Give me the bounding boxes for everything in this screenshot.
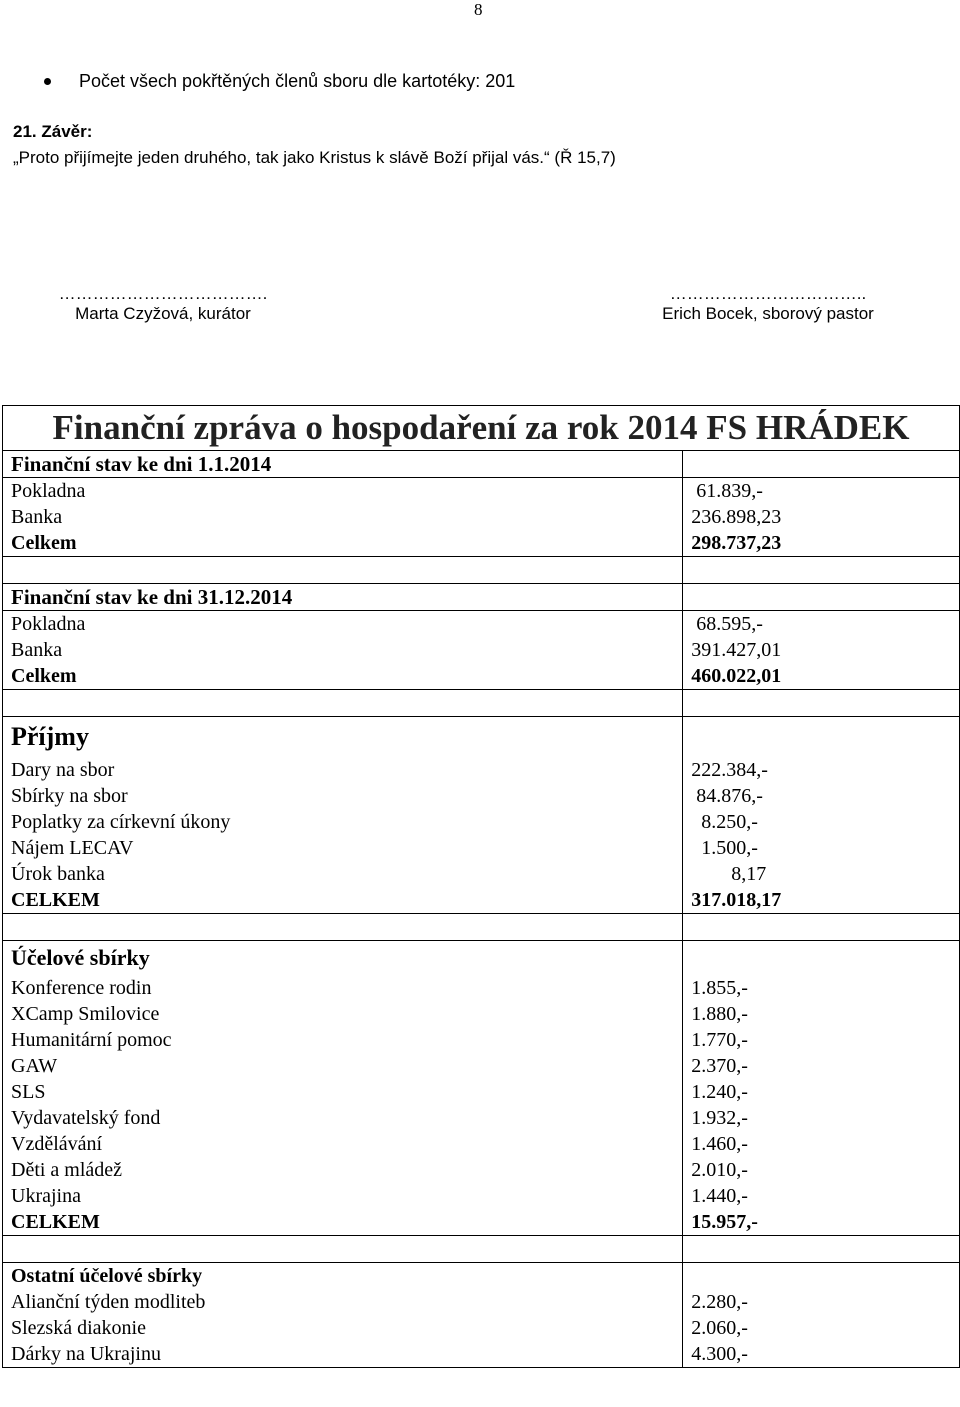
- table-row: [3, 1001, 960, 1027]
- spacer-row: [3, 914, 960, 941]
- bullet-item: [44, 71, 515, 92]
- row-value: 1.855,-: [683, 975, 960, 1001]
- row-value: 15.957,-: [683, 1209, 960, 1236]
- row-label: CELKEM: [3, 887, 683, 914]
- row-value: 8,17: [683, 861, 960, 887]
- row-value: 61.839,-: [683, 478, 960, 505]
- other-heading-row: [3, 1263, 960, 1290]
- conclusion-quote: „Proto přijímejte jeden druhého, tak jako Kristus k slávě Boží přijal vás.“ (Ř 15,7): [13, 148, 616, 167]
- table-row: [3, 1341, 960, 1368]
- row-value: 1.770,-: [683, 1027, 960, 1053]
- signature-line-right: ……………………………..: [669, 284, 867, 303]
- row-label: Alianční týden modliteb: [3, 1289, 683, 1315]
- table-row: [3, 1053, 960, 1079]
- table-row: [3, 637, 960, 663]
- table-row: [3, 1183, 960, 1209]
- row-label: Pokladna: [3, 611, 683, 638]
- row-value: 84.876,-: [683, 783, 960, 809]
- table-row: [3, 887, 960, 914]
- table-row: [3, 1079, 960, 1105]
- signature-left: [13, 284, 313, 324]
- signature-line-left: ……………………………….: [58, 284, 268, 303]
- row-value: 2.010,-: [683, 1157, 960, 1183]
- table-row: [3, 809, 960, 835]
- table-row: [3, 663, 960, 690]
- row-label: Ukrajina: [3, 1183, 683, 1209]
- row-label: CELKEM: [3, 1209, 683, 1236]
- table-row: [3, 783, 960, 809]
- table-row: [3, 1105, 960, 1131]
- table-row: [3, 1157, 960, 1183]
- end-heading: Finanční stav ke dni 31.12.2014: [3, 584, 683, 611]
- spacer-row: [3, 690, 960, 717]
- table-row: [3, 975, 960, 1001]
- row-value: 68.595,-: [683, 611, 960, 638]
- row-label: Konference rodin: [3, 975, 683, 1001]
- signature-name-left: Marta Czyžová, kurátor: [75, 304, 251, 323]
- row-value: 460.022,01: [683, 663, 960, 690]
- table-row: [3, 835, 960, 861]
- start-heading-row: [3, 451, 960, 478]
- start-heading: Finanční stav ke dni 1.1.2014: [3, 451, 683, 478]
- table-row: [3, 1027, 960, 1053]
- row-label: SLS: [3, 1079, 683, 1105]
- purpose-heading: Účelové sbírky: [3, 941, 683, 976]
- row-value: 236.898,23: [683, 504, 960, 530]
- row-value: 8.250,-: [683, 809, 960, 835]
- purpose-heading-row: [3, 941, 960, 976]
- row-label: Slezská diakonie: [3, 1315, 683, 1341]
- row-value: 298.737,23: [683, 530, 960, 557]
- row-value: 1.880,-: [683, 1001, 960, 1027]
- table-row: [3, 611, 960, 638]
- table-row: [3, 1209, 960, 1236]
- row-label: Vzdělávání: [3, 1131, 683, 1157]
- row-label: Úrok banka: [3, 861, 683, 887]
- report-title: Finanční zpráva o hospodaření za rok 2014 FS HRÁDEK: [3, 406, 960, 451]
- bullet-text: Počet všech pokřtěných členů sboru dle kartotéky: 201: [79, 71, 516, 91]
- table-row: [3, 861, 960, 887]
- table-row: [3, 530, 960, 557]
- row-value: 2.060,-: [683, 1315, 960, 1341]
- other-heading: Ostatní účelové sbírky: [3, 1263, 683, 1290]
- page-number: 8: [474, 0, 483, 19]
- row-value: 1.500,-: [683, 835, 960, 861]
- row-value: 317.018,17: [683, 887, 960, 914]
- row-label: Děti a mládež: [3, 1157, 683, 1183]
- row-label: Celkem: [3, 663, 683, 690]
- row-value: 222.384,-: [683, 757, 960, 783]
- table-row: [3, 1315, 960, 1341]
- row-label: XCamp Smilovice: [3, 1001, 683, 1027]
- table-row: [3, 1131, 960, 1157]
- row-value: 1.460,-: [683, 1131, 960, 1157]
- row-value: 2.280,-: [683, 1289, 960, 1315]
- row-value: 4.300,-: [683, 1341, 960, 1368]
- row-label: Sbírky na sbor: [3, 783, 683, 809]
- income-heading-row: [3, 717, 960, 758]
- row-label: Dary na sbor: [3, 757, 683, 783]
- row-value: 391.427,01: [683, 637, 960, 663]
- row-label: Celkem: [3, 530, 683, 557]
- table-row: [3, 757, 960, 783]
- row-value: 1.932,-: [683, 1105, 960, 1131]
- row-label: Banka: [3, 504, 683, 530]
- row-label: Poplatky za církevní úkony: [3, 809, 683, 835]
- row-value: 2.370,-: [683, 1053, 960, 1079]
- income-heading: Příjmy: [3, 717, 683, 758]
- row-value: 1.240,-: [683, 1079, 960, 1105]
- table-row: [3, 478, 960, 505]
- table-row: [3, 504, 960, 530]
- row-label: GAW: [3, 1053, 683, 1079]
- bullet-icon: [44, 78, 51, 85]
- end-heading-row: [3, 584, 960, 611]
- row-value: 1.440,-: [683, 1183, 960, 1209]
- row-label: Vydavatelský fond: [3, 1105, 683, 1131]
- signature-name-right: Erich Bocek, sborový pastor: [662, 304, 874, 323]
- spacer-row: [3, 557, 960, 584]
- signature-right: [598, 284, 938, 324]
- row-label: Dárky na Ukrajinu: [3, 1341, 683, 1368]
- financial-report-table: [2, 405, 960, 1368]
- row-label: Humanitární pomoc: [3, 1027, 683, 1053]
- report-title-row: [3, 406, 960, 451]
- table-row: [3, 1289, 960, 1315]
- row-label: Banka: [3, 637, 683, 663]
- conclusion-title: 21. Závěr:: [13, 122, 93, 141]
- row-label: Nájem LECAV: [3, 835, 683, 861]
- row-label: Pokladna: [3, 478, 683, 505]
- spacer-row: [3, 1236, 960, 1263]
